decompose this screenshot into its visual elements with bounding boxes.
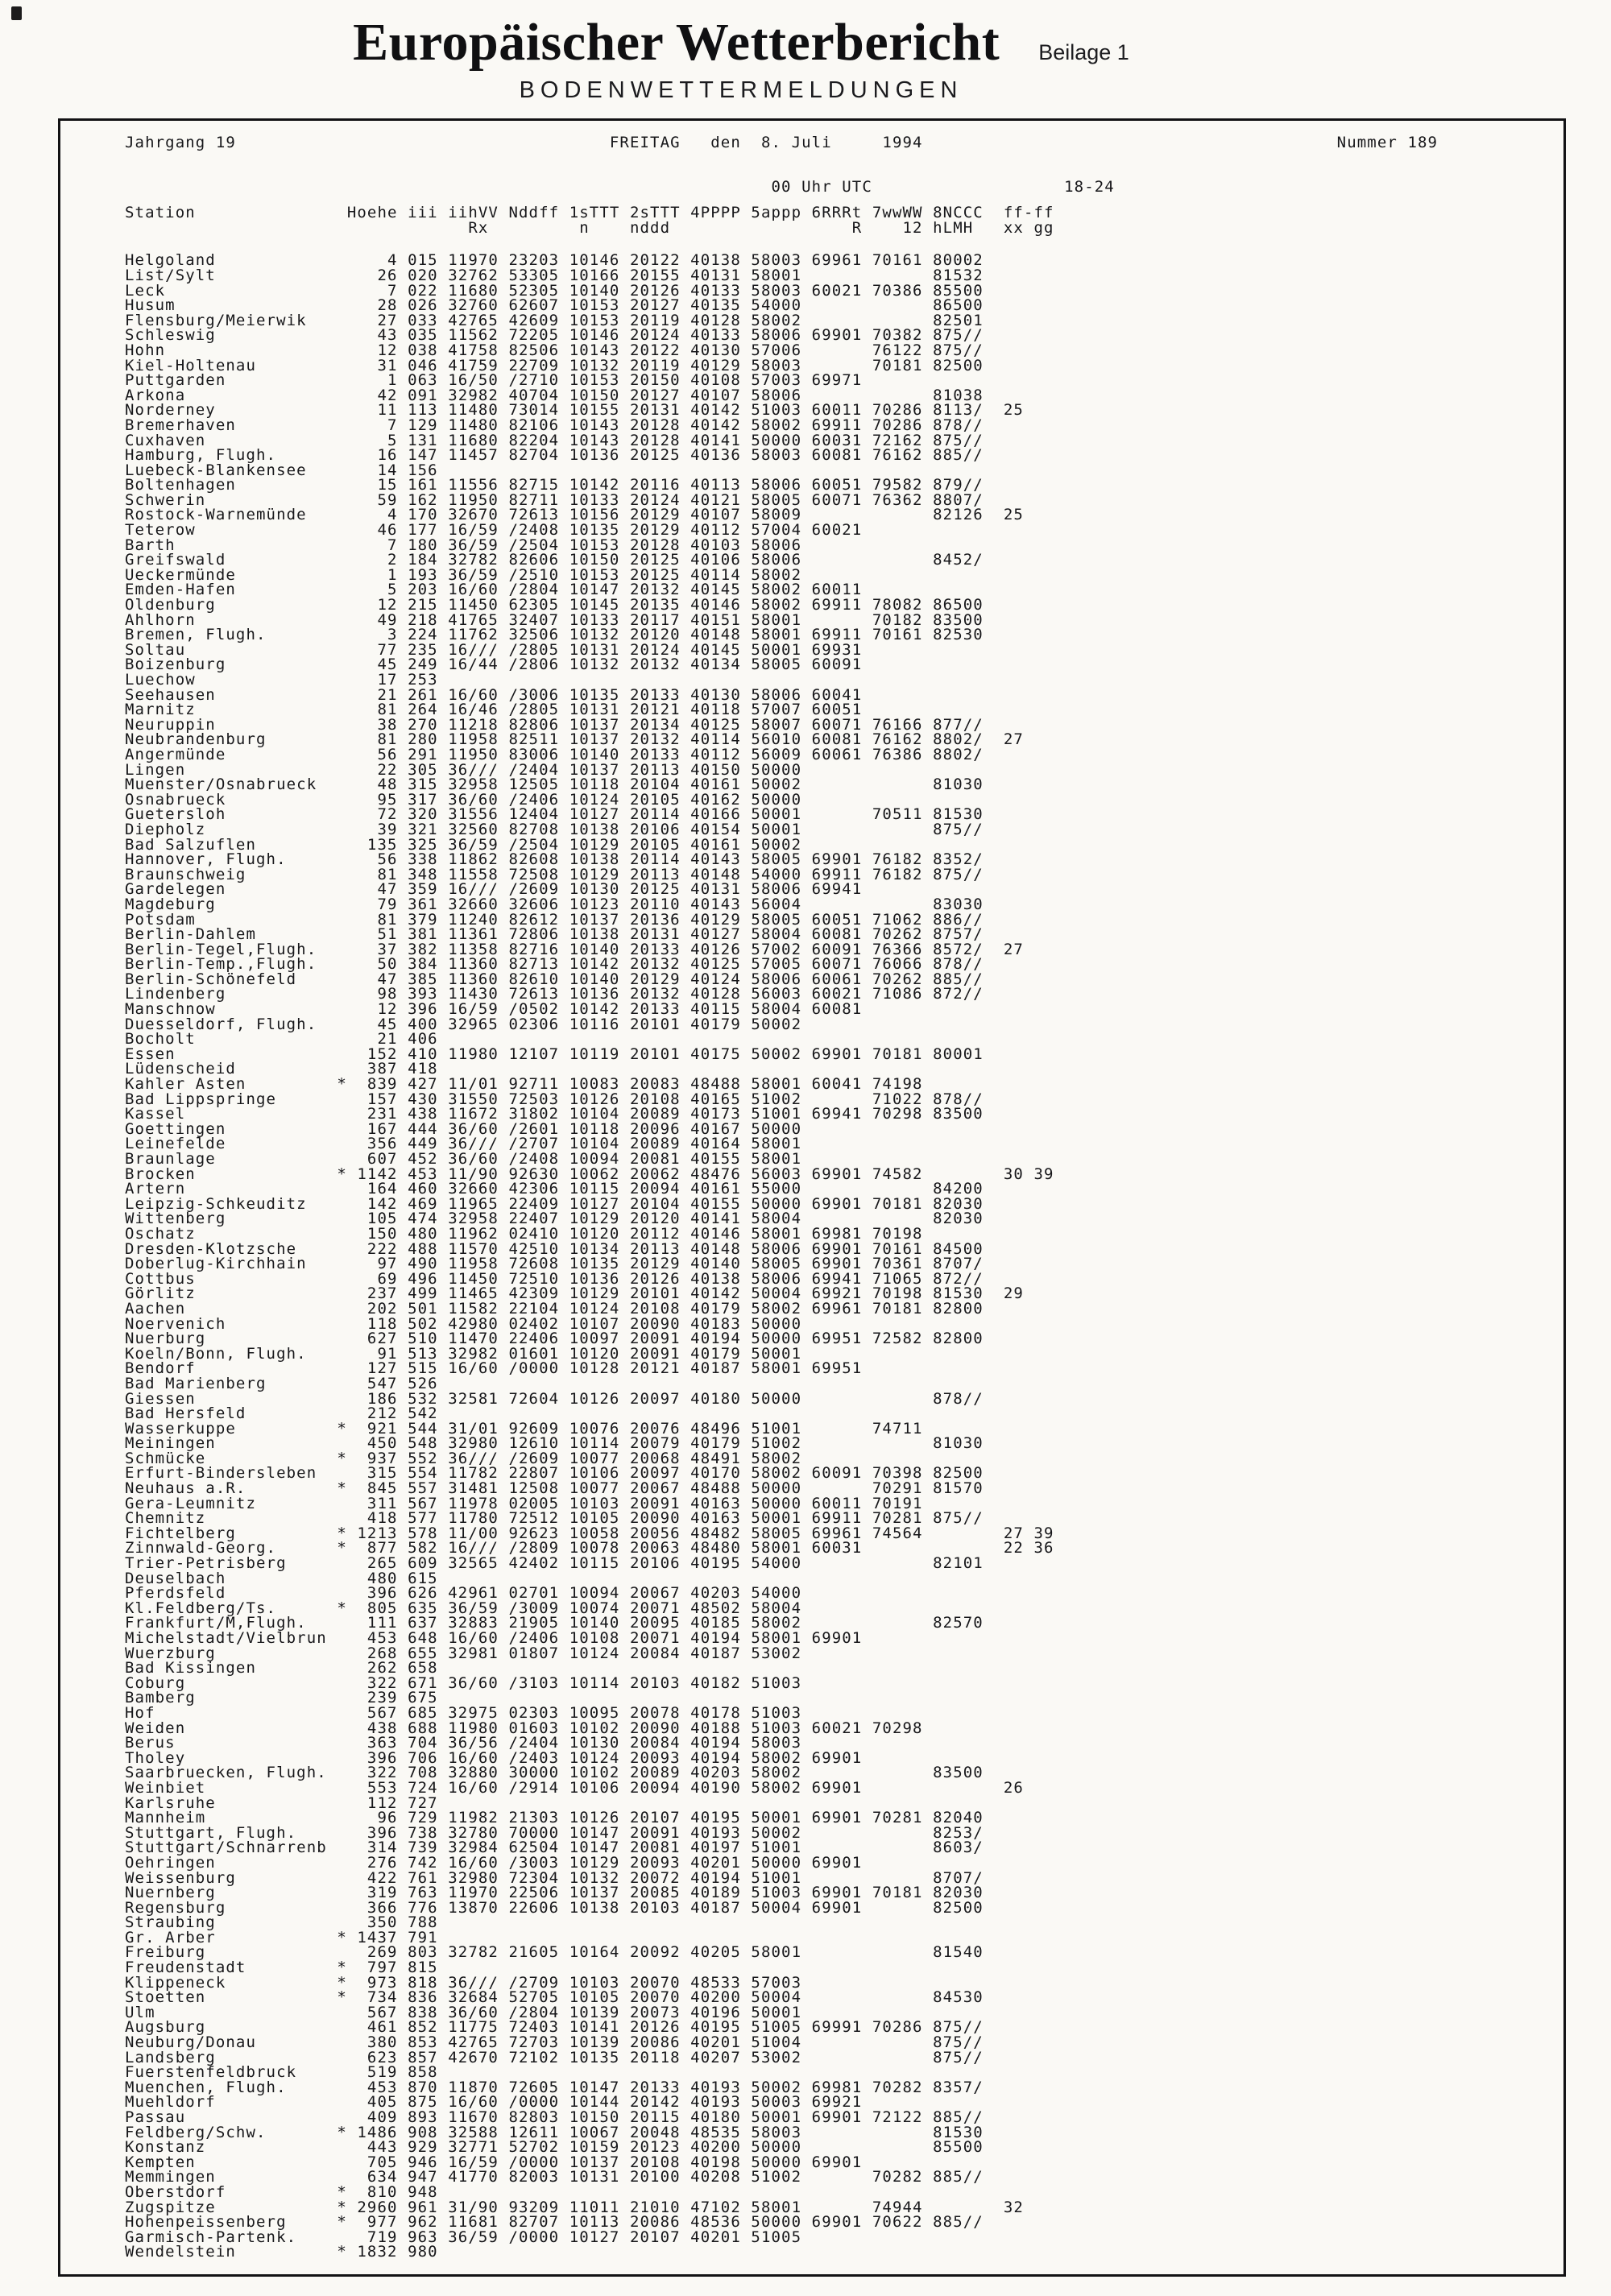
station-row: Barth 7 180 36/59 /2504 10153 20128 40103 58006 bbox=[125, 536, 802, 554]
supplement-label: Beilage 1 bbox=[1038, 40, 1129, 64]
station-row: Gardelegen 47 359 16/// /2609 10130 20125 40131 58006 69941 bbox=[125, 880, 863, 899]
station-row: Aachen 202 501 11582 22104 10124 20108 40179 58002 69961 70181 82800 bbox=[125, 1299, 984, 1318]
station-row: Muenchen, Flugh. 453 870 11870 72605 10147 20133 40193 50002 69981 70282 8357/ bbox=[125, 2078, 984, 2096]
station-row: Cottbus 69 496 11450 72510 10136 20126 40138 58006 69941 71065 872// bbox=[125, 1269, 984, 1288]
station-row: Schmücke * 937 552 36/// /2609 10077 20068 48491 58002 bbox=[125, 1449, 802, 1467]
station-row: Muenster/Osnabrueck 48 315 32958 12505 10118 20104 40161 50002 81030 bbox=[125, 776, 984, 794]
station-row: Seehausen 21 261 16/60 /3006 10135 20133 40130 58006 60041 bbox=[125, 685, 863, 704]
station-row: Essen 152 410 11980 12107 10119 20101 40175 50002 69901 70181 80001 bbox=[125, 1045, 984, 1063]
station-row: Kahler Asten * 839 427 11/01 92711 10083 20083 48488 58001 60041 74198 bbox=[125, 1075, 923, 1094]
station-row: Regensburg 366 776 13870 22606 10138 20103 40187 50004 69901 82500 bbox=[125, 1898, 984, 1917]
station-row: Chemnitz 418 577 11780 72512 10105 20090 40163 50001 69911 70281 875// bbox=[125, 1509, 984, 1528]
document-title: Europäischer Wetterbericht bbox=[353, 13, 1000, 72]
station-row: Fuerstenfeldbruck 519 858 bbox=[125, 2063, 438, 2082]
station-row: Schwerin 59 162 11950 82711 10133 20124 40121 58005 60071 76362 8807/ bbox=[125, 490, 984, 509]
station-row: Memmingen 634 947 41770 82003 10131 20100 40208 51002 70282 885// bbox=[125, 2168, 984, 2186]
station-row: Erfurt-Bindersleben 315 554 11782 22807 10106 20097 40170 58002 60091 70398 82500 bbox=[125, 1464, 984, 1483]
station-row: Ueckermünde 1 193 36/59 /2510 10153 20125 40114 58002 bbox=[125, 565, 802, 584]
station-row: Greifswald 2 184 32782 82606 10150 20125 40106 58006 8452/ bbox=[125, 551, 984, 569]
station-row: Guetersloh 72 320 31556 12404 10127 20114 40166 50001 70511 81530 bbox=[125, 805, 984, 824]
station-row: Braunlage 607 452 36/60 /2408 10094 20081 40155 58001 bbox=[125, 1150, 802, 1168]
station-table bbox=[125, 253, 1563, 2260]
station-row: Bamberg 239 675 bbox=[125, 1689, 438, 1707]
station-row: Neuhaus a.R. * 845 557 31481 12508 10077 20067 48488 50000 70291 81570 bbox=[125, 1479, 984, 1498]
station-row: Marnitz 81 264 16/46 /2805 10131 20121 40118 57007 60051 bbox=[125, 701, 863, 719]
station-row: Berlin-Dahlem 51 381 11361 72806 10138 20131 40127 58004 60081 70262 8757/ bbox=[125, 925, 984, 944]
station-row: Bremen, Flugh. 3 224 11762 32506 10132 20120 40148 58001 69911 70161 82530 bbox=[125, 626, 984, 644]
station-row: Weiden 438 688 11980 01603 10102 20090 40188 51003 60021 70298 bbox=[125, 1719, 923, 1737]
station-row: Puttgarden 1 063 16/50 /2710 10153 20150 40108 57003 69971 bbox=[125, 371, 863, 390]
station-row: List/Sylt 26 020 32762 53305 10166 20155 40131 58001 81532 bbox=[125, 266, 984, 284]
station-row: Kempten 705 946 16/59 /0000 10137 20108 40198 50000 69901 bbox=[125, 2153, 863, 2171]
station-row: Koeln/Bonn, Flugh. 91 513 32982 01601 10120 20091 40179 50001 bbox=[125, 1344, 802, 1363]
station-row: Rostock-Warnemünde 4 170 32670 72613 10156 20129 40107 58009 82126 25 bbox=[125, 506, 1024, 524]
station-row: Zinnwald-Georg. * 877 582 16/// /2809 10078 20063 48480 58001 60031 22 36 bbox=[125, 1539, 1054, 1558]
station-row: Freiburg 269 803 32782 21605 10164 20092 40205 58001 81540 bbox=[125, 1943, 984, 1962]
station-row: Kassel 231 438 11672 31802 10104 20089 40173 51001 69941 70298 83500 bbox=[125, 1105, 984, 1123]
station-row: Coburg 322 671 36/60 /3103 10114 20103 40182 51003 bbox=[125, 1673, 802, 1692]
station-row: Lindenberg 98 393 11430 72613 10136 20132 40128 56003 60021 71086 872// bbox=[125, 985, 984, 1003]
station-row: Konstanz 443 929 32771 52702 10159 20123 40200 50000 85500 bbox=[125, 2138, 984, 2157]
station-row: Frankfurt/M,Flugh. 111 637 32883 21905 10140 20095 40185 58002 82570 bbox=[125, 1614, 984, 1632]
station-row: Oehringen 276 742 16/60 /3003 10129 20093 40201 50000 69901 bbox=[125, 1853, 863, 1872]
station-row: Bad Lippspringe 157 430 31550 72503 10126 20108 40165 51002 71022 878// bbox=[125, 1090, 984, 1108]
station-row: Oberstdorf * 810 948 bbox=[125, 2182, 438, 2201]
masthead bbox=[0, 0, 1482, 72]
station-row: Artern 164 460 32660 42306 10115 20094 40161 55000 84200 bbox=[125, 1180, 984, 1198]
station-row: Hannover, Flugh. 56 338 11862 82608 10138 20114 40143 58005 69901 76182 8352/ bbox=[125, 850, 984, 869]
station-row: Bad Hersfeld 212 542 bbox=[125, 1404, 438, 1423]
station-row: Passau 409 893 11670 82803 10150 20115 40180 50001 69901 72122 885// bbox=[125, 2108, 984, 2126]
station-row: Feldberg/Schw. * 1486 908 32588 12611 10067 20048 48535 58003 81530 bbox=[125, 2123, 984, 2141]
station-row: Diepholz 39 321 32560 82708 10138 20106 40154 50001 875// bbox=[125, 820, 984, 838]
station-row: Bad Salzuflen 135 325 36/59 /2504 10129 20105 40161 50002 bbox=[125, 835, 802, 854]
station-row: Pferdsfeld 396 626 42961 02701 10094 20067 40203 54000 bbox=[125, 1584, 802, 1603]
station-row: Muehldorf 405 875 16/60 /0000 10144 20142 40193 50003 69921 bbox=[125, 2093, 863, 2112]
station-row: Wuerzburg 268 655 32981 01807 10124 20084 40187 53002 bbox=[125, 1644, 802, 1662]
station-row: Arkona 42 091 32982 40704 10150 20127 40107 58006 81038 bbox=[125, 386, 984, 404]
station-row: Ahlhorn 49 218 41765 32407 10133 20117 40151 58001 70182 83500 bbox=[125, 610, 984, 629]
station-row: Bad Marienberg 547 526 bbox=[125, 1374, 438, 1392]
station-row: Bremerhaven 7 129 11480 82106 10143 20128 40142 58002 69911 70286 878// bbox=[125, 416, 984, 434]
station-row: Manschnow 12 396 16/59 /0502 10142 20133 40115 58004 60081 bbox=[125, 1000, 863, 1019]
station-row: Berlin-Tegel,Flugh. 37 382 11358 82716 10140 20133 40126 57002 60091 76366 8572/ 27 bbox=[125, 940, 1024, 958]
station-row: Luebeck-Blankensee 14 156 bbox=[125, 461, 438, 479]
station-row: Leipzig-Schkeuditz 142 469 11965 22409 10127 20104 40155 50000 69901 70181 82030 bbox=[125, 1194, 984, 1213]
column-header-row-2: Rx n nddd R 12 hLMH xx gg bbox=[125, 218, 1054, 237]
station-row: Deuselbach 480 615 bbox=[125, 1569, 438, 1587]
station-row: Landsberg 623 857 42670 72102 10135 20118 40207 53002 875// bbox=[125, 2048, 984, 2066]
station-row: Wendelstein * 1832 980 bbox=[125, 2243, 438, 2261]
station-row: Hohenpeissenberg * 977 962 11681 82707 10113 20086 48536 50000 69901 70622 885// bbox=[125, 2213, 984, 2232]
station-row: Flensburg/Meierwik 27 033 42765 42609 10153 20119 40128 58002 82501 bbox=[125, 311, 984, 329]
station-row: Duesseldorf, Flugh. 45 400 32965 02306 10116 20101 40179 50002 bbox=[125, 1015, 802, 1033]
station-row: Dresden-Klotzsche 222 488 11570 42510 10134 20113 40148 58006 69901 70161 84500 bbox=[125, 1239, 984, 1258]
station-row: Boltenhagen 15 161 11556 82715 10142 20116 40113 58006 60051 79582 879// bbox=[125, 476, 984, 494]
station-row: Hohn 12 038 41758 82506 10143 20122 40130 57006 76122 875// bbox=[125, 341, 984, 359]
station-row: Cuxhaven 5 131 11680 82204 10143 20128 40141 50000 60031 72162 875// bbox=[125, 431, 984, 449]
station-row: Bocholt 21 406 bbox=[125, 1030, 438, 1049]
station-row: Oschatz 150 480 11962 02410 10120 20112 40146 58001 69981 70198 bbox=[125, 1224, 923, 1243]
station-row: Lüdenscheid 387 418 bbox=[125, 1060, 438, 1078]
station-row: Kl.Feldberg/Ts. * 805 635 36/59 /3009 10074 20071 48502 58004 bbox=[125, 1599, 802, 1617]
station-row: Nuerburg 627 510 11470 22406 10097 20091 40194 50000 69951 72582 82800 bbox=[125, 1330, 984, 1348]
station-row: Husum 28 026 32760 62607 10153 20127 40135 54000 86500 bbox=[125, 296, 984, 315]
document-subtitle: BODENWETTERMELDUNGEN bbox=[519, 77, 963, 103]
station-row: Magdeburg 79 361 32660 32606 10123 20110 40143 56004 83030 bbox=[125, 895, 984, 913]
station-row: Neubrandenburg 81 280 11958 82511 10137 20132 40114 56010 60081 76162 8802/ 27 bbox=[125, 730, 1024, 749]
station-row: Trier-Petrisberg 265 609 32565 42402 10115 20106 40195 54000 82101 bbox=[125, 1554, 984, 1573]
station-row: Weissenburg 422 761 32980 72304 10132 20072 40194 51001 8707/ bbox=[125, 1868, 984, 1887]
station-row: Bad Kissingen 262 658 bbox=[125, 1659, 438, 1678]
station-row: Neuburg/Donau 380 853 42765 72703 10139 20086 40201 51004 875// bbox=[125, 2033, 984, 2052]
station-row: Tholey 396 706 16/60 /2403 10124 20093 40194 58002 69901 bbox=[125, 1748, 863, 1767]
station-row: Fichtelberg * 1213 578 11/00 92623 10058 20056 48482 58005 69961 74564 27 39 bbox=[125, 1524, 1054, 1542]
station-row: Freudenstadt * 797 815 bbox=[125, 1959, 438, 1977]
station-row: Soltau 77 235 16/// /2805 10131 20124 40145 50001 69931 bbox=[125, 640, 863, 659]
station-row: Stoetten * 734 836 32684 52705 10105 20070 40200 50004 84530 bbox=[125, 1988, 984, 2007]
station-row: Berus 363 704 36/56 /2404 10130 20084 40194 58003 bbox=[125, 1734, 802, 1752]
station-row: Berlin-Schönefeld 47 385 11360 82610 10140 20129 40124 58006 60061 70262 885// bbox=[125, 970, 984, 988]
station-row: Ulm 567 838 36/60 /2804 10139 20073 40196 50001 bbox=[125, 2003, 802, 2021]
scan-artifact bbox=[11, 6, 22, 20]
station-row: Augsburg 461 852 11775 72403 10141 20126 40195 51005 69991 70286 875// bbox=[125, 2018, 984, 2037]
station-row: Nuernberg 319 763 11970 22506 10137 20085 40189 51003 69901 70181 82030 bbox=[125, 1884, 984, 1902]
station-row: Hamburg, Flugh. 16 147 11457 82704 10136 20125 40136 58003 60081 76162 885// bbox=[125, 446, 984, 465]
station-row: Norderney 11 113 11480 73014 10155 20131 40142 51003 60011 70286 8113/ 25 bbox=[125, 401, 1024, 420]
station-row: Luechow 17 253 bbox=[125, 671, 438, 689]
station-row: Gera-Leumnitz 311 567 11978 02005 10103 20091 40163 50000 60011 70191 bbox=[125, 1494, 923, 1512]
station-row: Görlitz 237 499 11465 42309 10129 20101 40142 50004 69921 70198 81530 29 bbox=[125, 1285, 1024, 1303]
station-row: Weinbiet 553 724 16/60 /2914 10106 20094 40190 58002 69901 26 bbox=[125, 1778, 1024, 1797]
station-row: Gr. Arber * 1437 791 bbox=[125, 1928, 438, 1946]
station-row: Braunschweig 81 348 11558 72508 10129 20113 40148 54000 69911 76182 875// bbox=[125, 865, 984, 883]
station-row: Lingen 22 305 36/// /2404 10137 20113 40150 50000 bbox=[125, 760, 802, 779]
report-frame bbox=[58, 118, 1566, 2277]
column-header-row-1: Station Hoehe iii iihVV Nddff 1sTTT 2sTTT 4PPPP 5appp 6RRRt 7wwWW 8NCCC ff-ff bbox=[125, 204, 1054, 222]
station-row: Oldenburg 12 215 11450 62305 10145 20135 40146 58002 69911 78082 86500 bbox=[125, 596, 984, 614]
station-row: Boizenburg 45 249 16/44 /2806 10132 20132 40134 58005 60091 bbox=[125, 656, 863, 674]
station-row: Osnabrueck 95 317 36/60 /2406 10124 20105 40162 50000 bbox=[125, 790, 802, 809]
station-row: Stuttgart, Flugh. 396 738 32780 70000 10147 20091 40193 50002 8253/ bbox=[125, 1823, 984, 1842]
station-row: Brocken * 1142 453 11/90 92630 10062 20062 48476 56003 69901 74582 30 39 bbox=[125, 1165, 1054, 1183]
station-row: Klippeneck * 973 818 36/// /2709 10103 20070 48533 57003 bbox=[125, 1973, 802, 1992]
time-line: 00 Uhr UTC 18-24 bbox=[125, 177, 1115, 196]
station-row: Zugspitze * 2960 961 31/90 93209 11011 21010 47102 58001 74944 32 bbox=[125, 2198, 1024, 2216]
station-row: Wittenberg 105 474 32958 22407 10129 20120 40141 58004 82030 bbox=[125, 1210, 984, 1228]
station-row: Emden-Hafen 5 203 16/60 /2804 10147 20132 40145 58002 60011 bbox=[125, 581, 863, 599]
station-row: Neuruppin 38 270 11218 82806 10137 20134 40125 58007 60071 76166 877// bbox=[125, 715, 984, 734]
station-row: Doberlug-Kirchhain 97 490 11958 72608 10135 20129 40140 58005 69901 70361 8707/ bbox=[125, 1255, 984, 1273]
station-row: Leinefelde 356 449 36/// /2707 10104 20089 40164 58001 bbox=[125, 1135, 802, 1153]
station-row: Teterow 46 177 16/59 /2408 10135 20129 40112 57004 60021 bbox=[125, 521, 863, 540]
station-row: Garmisch-Partenk. 719 963 36/59 /0000 10127 20107 40201 51005 bbox=[125, 2228, 802, 2246]
station-row: Michelstadt/Vielbrun 453 648 16/60 /2406 10108 20071 40194 58001 69901 bbox=[125, 1629, 863, 1647]
station-row: Potsdam 81 379 11240 82612 10137 20136 40129 58005 60051 71062 886// bbox=[125, 910, 984, 929]
station-row: Leck 7 022 11680 52305 10140 20126 40133 58003 60021 70386 85500 bbox=[125, 281, 984, 300]
station-row: Goettingen 167 444 36/60 /2601 10118 20096 40167 50000 bbox=[125, 1119, 802, 1138]
station-row: Bendorf 127 515 16/60 /0000 10128 20121 40187 58001 69951 bbox=[125, 1359, 863, 1378]
station-row: Hof 567 685 32975 02303 10095 20078 40178 51003 bbox=[125, 1703, 802, 1722]
issue-line: Jahrgang 19 FREITAG den 8. Juli 1994 Nummer 189 bbox=[125, 134, 1439, 151]
station-row: Wasserkuppe * 921 544 31/01 92609 10076 20076 48496 51001 74711 bbox=[125, 1419, 923, 1438]
station-row: Schleswig 43 035 11562 72205 10146 20124 40133 58006 69901 70382 875// bbox=[125, 326, 984, 345]
station-row: Angermünde 56 291 11950 83006 10140 20133 40112 56009 60061 76386 8802/ bbox=[125, 745, 984, 763]
station-row: Straubing 350 788 bbox=[125, 1913, 438, 1932]
station-row: Giessen 186 532 32581 72604 10126 20097 40180 50000 878// bbox=[125, 1389, 984, 1408]
station-row: Stuttgart/Schnarrenb 314 739 32984 62504 10147 20081 40197 51001 8603/ bbox=[125, 1839, 984, 1857]
station-row: Kiel-Holtenau 31 046 41759 22709 10132 20119 40129 58003 70181 82500 bbox=[125, 356, 984, 374]
station-row: Mannheim 96 729 11982 21303 10126 20107 40195 50001 69901 70281 82040 bbox=[125, 1809, 984, 1827]
station-row: Berlin-Temp.,Flugh. 50 384 11360 82713 10142 20132 40125 57005 60071 76066 878// bbox=[125, 955, 984, 974]
station-row: Helgoland 4 015 11970 23203 10146 20122 40138 58003 69961 70161 80002 bbox=[125, 251, 984, 270]
station-row: Meiningen 450 548 32980 12610 10114 20079 40179 51002 81030 bbox=[125, 1434, 984, 1453]
station-row: Saarbruecken, Flugh. 322 708 32880 30000 10102 20089 40203 58002 83500 bbox=[125, 1764, 984, 1782]
station-row: Karlsruhe 112 727 bbox=[125, 1793, 438, 1812]
station-row: Noervenich 118 502 42980 02402 10107 20090 40183 50000 bbox=[125, 1314, 802, 1333]
